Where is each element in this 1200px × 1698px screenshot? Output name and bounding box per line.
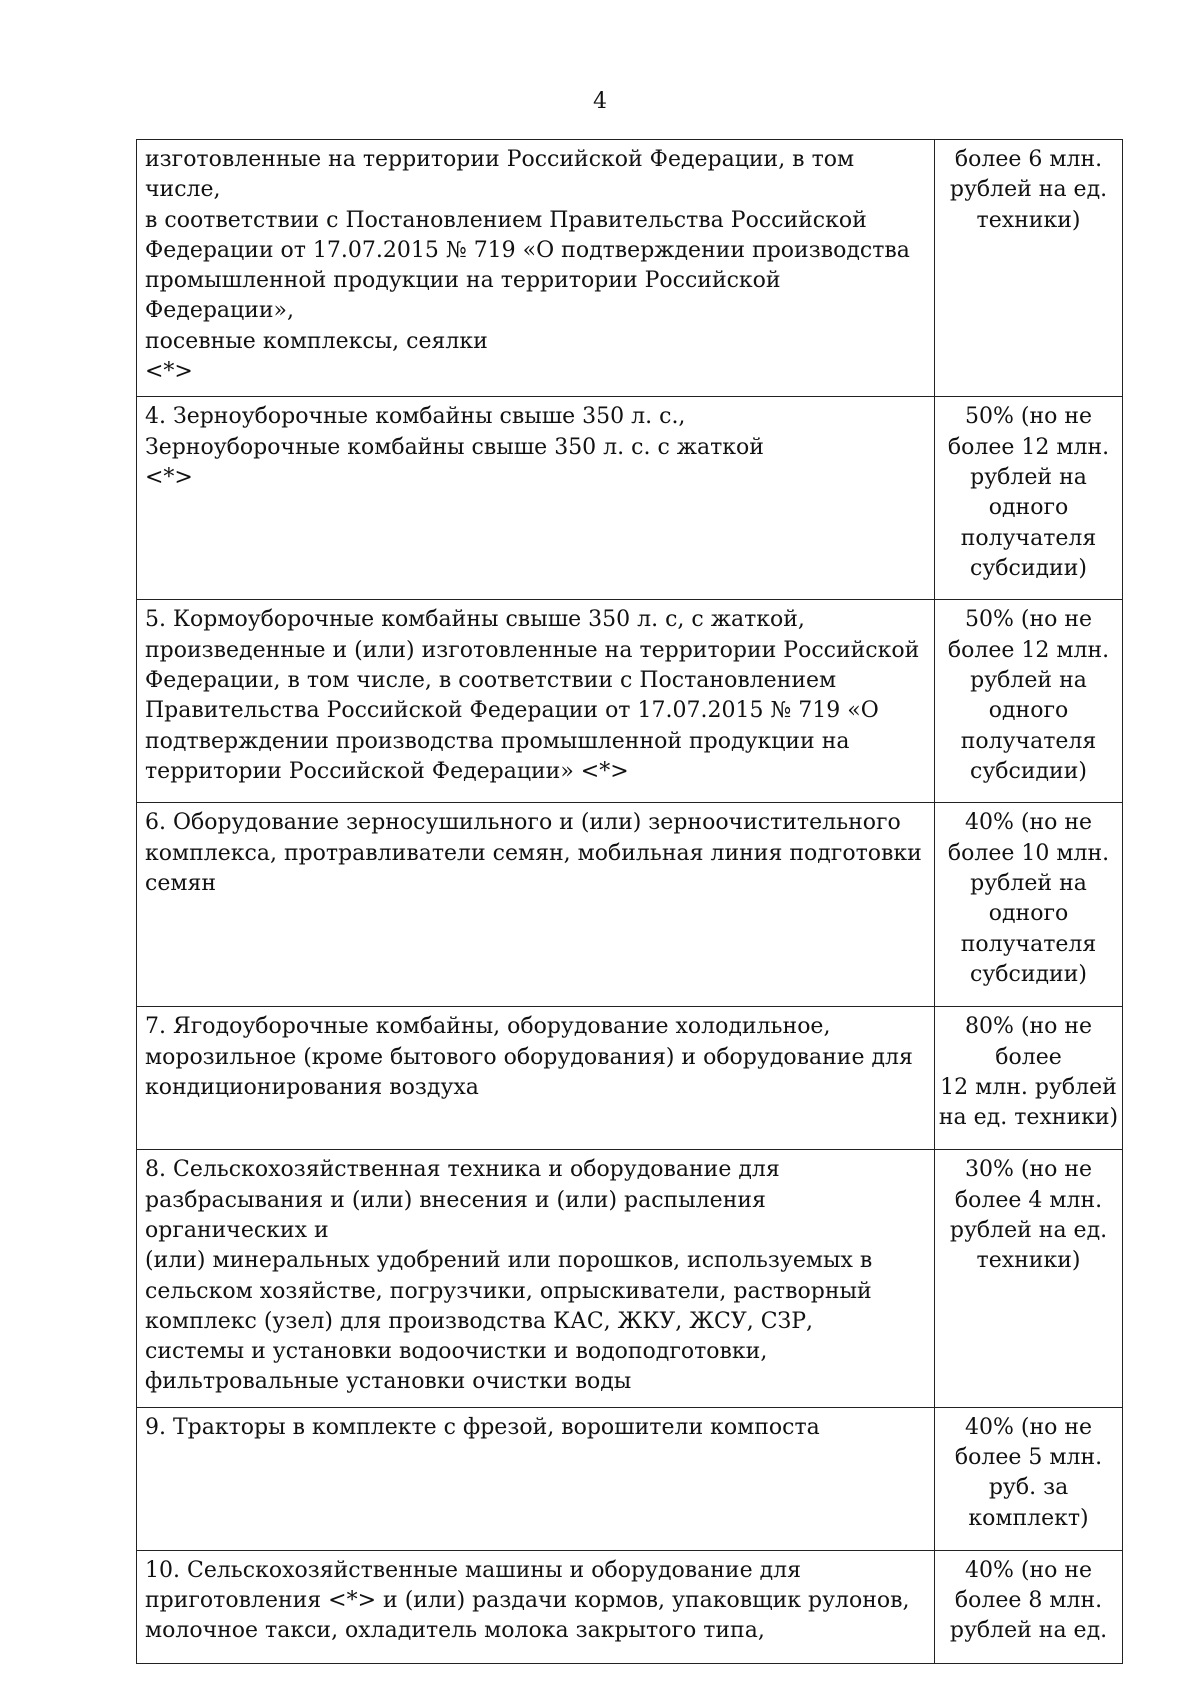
table-cell-description	[137, 1007, 935, 1150]
table-row	[137, 397, 1123, 600]
description-text: 5. Кормоуборочные комбайны свыше 350 л. с, с жаткой, произведенные и (или) изготовленные на территории Российской Федерации, в том числе, в соответствии с Постановлением Правительства Российской Федерации от 17.07.2015 № 719 «О подтверждении производства промышленной продукции на территории Российской Федерации» <*>	[145, 607, 920, 784]
table-row	[137, 1150, 1123, 1407]
page-number: 4	[593, 89, 607, 114]
table-cell-description	[137, 1550, 935, 1663]
table-cell-amount	[935, 803, 1123, 1007]
amount-text: 80% (но не более 12 млн. рублей на ед. техники)	[938, 1014, 1119, 1131]
description-text: 4. Зерноуборочные комбайны свыше 350 л. с., Зерноуборочные комбайны свыше 350 л. с. с жаткой <*>	[145, 404, 764, 490]
table-row	[137, 803, 1123, 1007]
table-cell-description	[137, 600, 935, 803]
amount-text: 40% (но не более 10 млн. рублей на одного получателя субсидии)	[947, 810, 1110, 987]
table-cell-description	[137, 803, 935, 1007]
table-cell-amount	[935, 1007, 1123, 1150]
table-cell-description	[137, 397, 935, 600]
table-cell-amount	[935, 1150, 1123, 1407]
table-cell-description	[137, 1150, 935, 1407]
description-text: 7. Ягодоуборочные комбайны, оборудование холодильное, морозильное (кроме бытового оборудования) и оборудование для кондиционирования воздуха	[145, 1014, 913, 1100]
amount-text: более 6 млн. рублей на ед. техники)	[949, 147, 1108, 233]
table-cell-amount	[935, 140, 1123, 397]
table-cell-description	[137, 140, 935, 397]
table-cell-amount	[935, 1407, 1123, 1550]
amount-text: 50% (но не более 12 млн. рублей на одного получателя субсидии)	[947, 607, 1110, 784]
description-text: 9. Тракторы в комплекте с фрезой, ворошители компоста	[145, 1414, 820, 1440]
table-cell-amount	[935, 397, 1123, 600]
amount-text: 40% (но не более 5 млн. руб. за комплект)	[954, 1414, 1103, 1531]
table-row	[137, 1407, 1123, 1550]
table-cell-amount	[935, 600, 1123, 803]
amount-text: 30% (но не более 4 млн. рублей на ед. техники)	[949, 1157, 1108, 1274]
table-row	[137, 1007, 1123, 1150]
table-row	[137, 1550, 1123, 1663]
table-row	[137, 600, 1123, 803]
subsidy-table	[136, 139, 1123, 1664]
amount-text: 50% (но не более 12 млн. рублей на одного получателя субсидии)	[947, 404, 1110, 581]
description-text: 10. Сельскохозяйственные машины и оборудование для приготовления <*> и (или) раздачи кормов, упаковщик рулонов, молочное такси, охладитель молока закрытого типа,	[145, 1557, 910, 1644]
amount-text: 40% (но не более 8 млн. рублей на ед.	[949, 1557, 1108, 1644]
description-text: 8. Сельскохозяйственная техника и оборудование для разбрасывания и (или) внесения и (или) распыления органических и (или) минеральных удобрений или порошков, используемых в сельском хозяйстве, погрузчики, опрыскиватели, растворный комплекс (узел) для производства КАС, ЖКУ, ЖСУ, СЗР, системы и установки водоочистки и водоподготовки, фильтровальные установки очистки воды	[145, 1157, 873, 1395]
description-text: 6. Оборудование зерносушильного и (или) зерноочистительного комплекса, протравливатели семян, мобильная линия подготовки семян	[145, 810, 922, 896]
table-row	[137, 140, 1123, 397]
table-cell-description	[137, 1407, 935, 1550]
description-text: изготовленные на территории Российской Федерации, в том числе, в соответствии с Постановлением Правительства Российской Федерации от 17.07.2015 № 719 «О подтверждении производства промышленной продукции на территории Российской Федерации», посевные комплексы, сеялки <*>	[145, 147, 910, 385]
table-cell-amount	[935, 1550, 1123, 1663]
